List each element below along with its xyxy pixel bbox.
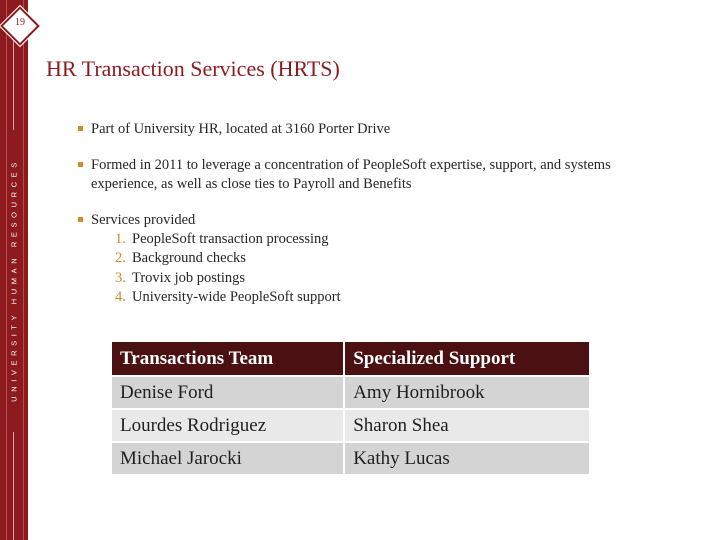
service-text: University-wide PeopleSoft support — [132, 288, 341, 305]
table-cell: Lourdes Rodriguez — [111, 409, 344, 442]
header-transactions-team: Transactions Team — [111, 341, 344, 376]
service-item — [115, 230, 668, 249]
service-text: Background checks — [132, 250, 246, 267]
slide-title: HR Transaction Services (HRTS) — [46, 56, 340, 81]
table-cell: Denise Ford — [111, 376, 344, 409]
side-band — [0, 0, 28, 540]
staff-table — [110, 340, 591, 476]
bullet-square-icon — [78, 162, 83, 167]
bullet-item — [78, 211, 668, 307]
side-label-wrap — [0, 130, 28, 430]
table-row — [111, 409, 590, 442]
service-number: 4. — [115, 288, 126, 305]
bullet-text: Part of University HR, located at 3160 Porter Drive — [91, 121, 391, 137]
bullet-square-icon — [78, 126, 83, 131]
bullet-square-icon — [78, 217, 83, 222]
side-divider-top — [13, 40, 14, 130]
page-number: 19 — [15, 17, 25, 28]
table-cell: Sharon Shea — [344, 409, 590, 442]
bullet-item — [78, 120, 668, 139]
service-item — [115, 288, 668, 307]
bullet-item — [78, 156, 668, 194]
table-cell: Kathy Lucas — [344, 442, 590, 475]
bullet-text: Services provided — [91, 212, 196, 228]
service-item — [115, 249, 668, 268]
service-number: 3. — [115, 269, 126, 286]
service-item — [115, 269, 668, 288]
services-list — [91, 230, 668, 307]
table-cell: Michael Jarocki — [111, 442, 344, 475]
bullet-text: Formed in 2011 to leverage a concentration of PeopleSoft expertise, support, and systems experience, as well as close ties to Payroll and Benefits — [91, 157, 611, 192]
service-number: 1. — [115, 231, 126, 247]
service-text: PeopleSoft transaction processing — [132, 231, 329, 247]
service-text: Trovix job postings — [132, 269, 246, 286]
header-specialized-support: Specialized Support — [344, 341, 590, 376]
table-header-row — [111, 341, 590, 376]
table-row — [111, 442, 590, 475]
bullet-list — [78, 120, 668, 307]
table-row — [111, 376, 590, 409]
service-number: 2. — [115, 250, 126, 267]
side-label: UNIVERSITY HUMAN RESOURCES — [9, 158, 19, 402]
table-cell: Amy Hornibrook — [344, 376, 590, 409]
side-divider-bottom — [13, 432, 14, 540]
